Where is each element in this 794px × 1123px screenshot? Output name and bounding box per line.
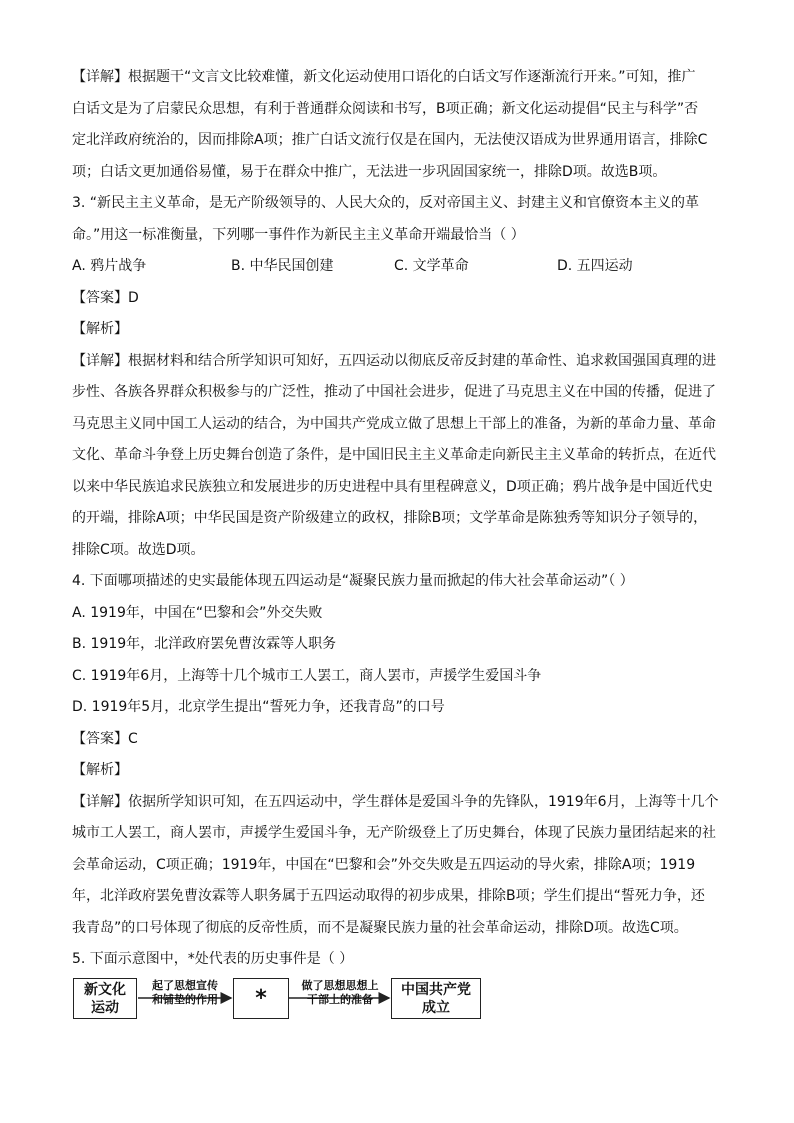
q5-flow-diagram bbox=[73, 975, 483, 1021]
q2-detail-line-3: 定北洋政府统治的，因而排除A项；推广白话文流行仅是在国内，无法使汉语成为世界通用语言，排除C bbox=[72, 132, 708, 148]
q3-detail-line-2: 步性、各族各界群众积极参与的广泛性，推动了中国社会进步，促进了马克思主义在中国的传播，促进了 bbox=[72, 384, 716, 400]
q3-detail-line-5: 以来中华民族追求民族独立和发展进步的历史进程中具有里程碑意义，D项正确；鸦片战争是中国近代史 bbox=[72, 478, 713, 495]
q3-option-a: A. 鸦片战争 bbox=[72, 258, 147, 274]
arrow-1-label bbox=[139, 979, 231, 1007]
q4-option-d: D. 1919年5月，北京学生提出“誓死力争，还我青岛”的口号 bbox=[72, 699, 445, 715]
q3-answer: 【答案】D bbox=[72, 289, 139, 306]
document-body bbox=[72, 62, 727, 976]
q3-option-b: B. 中华民国创建 bbox=[231, 258, 334, 274]
q3-detail-line-1: 【详解】根据材料和结合所学知识可知好，五四运动以彻底反帝反封建的革命性、追求救国强国真理的进 bbox=[72, 352, 716, 369]
q4-option-a: A. 1919年，中国在“巴黎和会”外交失败 bbox=[72, 604, 323, 621]
q4-detail-line-1: 【详解】依据所学知识可知，在五四运动中，学生群体是爱国斗争的先锋队，1919年6月，上海等十几个 bbox=[72, 793, 719, 810]
q4-option-c: C. 1919年6月，上海等十几个城市工人罢工，商人罢市，声援学生爱国斗争 bbox=[72, 667, 542, 684]
box-new-culture-movement bbox=[73, 978, 137, 1019]
q4-detail-line-4: 年，北洋政府罢免曹汝霖等人职务属于五四运动取得的初步成果，排除B项；学生们提出“誓死力争，还 bbox=[72, 888, 705, 904]
arrow-2-label bbox=[291, 979, 389, 1007]
q2-detail-line-2: 白话文是为了启蒙民众思想，有利于普通群众阅读和书写，B项正确；新文化运动提倡“民主与科学”否 bbox=[72, 100, 699, 117]
box-ccp-founding bbox=[391, 978, 481, 1019]
q5-stem: 5. 下面示意图中，*处代表的历史事件是（ ） bbox=[72, 951, 354, 967]
q4-analysis-heading: 【解析】 bbox=[72, 762, 128, 778]
arrow2-label-line-2: 干部上的准备 bbox=[307, 993, 373, 1006]
q4-stem: 4. 下面哪项描述的史实最能体现五四运动是“凝聚民族力量而掀起的伟大社会革命运动”（ ） bbox=[72, 573, 634, 589]
q4-answer: 【答案】C bbox=[72, 730, 138, 747]
q3-detail-line-3: 马克思主义同中国工人运动的结合，为中国共产党成立做了思想上干部上的准备，为新的革命力量、革命 bbox=[72, 415, 716, 432]
q3-detail-line-4: 文化、革命斗争登上历史舞台创造了条件，是中国旧民主主义革命走向新民主主义革命的转折点，在近代 bbox=[72, 447, 716, 463]
q3-detail-line-7: 排除C项。故选D项。 bbox=[72, 541, 205, 558]
arrow2-label-line-1: 做了思想思想上 bbox=[301, 979, 379, 992]
q2-detail-line-4: 项；白话文更加通俗易懂，易于在群众中推广，无法进一步巩固国家统一，排除D项。故选B项。 bbox=[72, 163, 667, 180]
q3-option-d: D. 五四运动 bbox=[557, 258, 633, 274]
box-unknown-event bbox=[233, 978, 289, 1019]
q3-stem-line-1: 3. “新民主主义革命，是无产阶级领导的、人民大众的，反对帝国主义、封建主义和官僚资本主义的革 bbox=[72, 195, 700, 211]
q3-option-c: C. 文学革命 bbox=[394, 258, 469, 274]
box3-line-1: 中国共产党 bbox=[401, 981, 471, 998]
box1-line-2: 运动 bbox=[91, 999, 119, 1016]
q4-option-b: B. 1919年，北洋政府罢免曹汝霖等人职务 bbox=[72, 636, 337, 652]
arrow1-label-line-2: 和铺垫的作用 bbox=[152, 993, 218, 1006]
q2-detail-line-1: 【详解】根据题干“文言文比较难懂，新文化运动使用口语化的白话文写作逐渐流行开来。”可知，推广 bbox=[72, 69, 696, 85]
q3-stem-line-2: 命。”用这一标准衡量，下列哪一事件作为新民主主义革命开端最恰当（ ） bbox=[72, 226, 525, 243]
q3-analysis-heading: 【解析】 bbox=[72, 321, 128, 337]
q4-detail-line-5: 我青岛”的口号体现了彻底的反帝性质，而不是凝聚民族力量的社会革命运动，排除D项。故选C项。 bbox=[72, 919, 688, 936]
box1-line-1: 新文化 bbox=[84, 981, 126, 998]
q4-detail-line-2: 城市工人罢工，商人罢市，声援学生爱国斗争，无产阶级登上了历史舞台，体现了民族力量团结起来的社 bbox=[72, 825, 716, 841]
unknown-event-star: * bbox=[255, 985, 267, 1011]
box3-line-2: 成立 bbox=[422, 999, 450, 1016]
q3-options bbox=[72, 251, 727, 283]
q3-detail-line-6: 的开端，排除A项；中华民国是资产阶级建立的政权，排除B项；文学革命是陈独秀等知识分子领导的， bbox=[72, 510, 708, 526]
arrow1-label-line-1: 起了思想宣传 bbox=[152, 979, 218, 992]
q4-detail-line-3: 会革命运动，C项正确；1919年，中国在“巴黎和会”外交失败是五四运动的导火索，排除A项；1919 bbox=[72, 856, 696, 873]
